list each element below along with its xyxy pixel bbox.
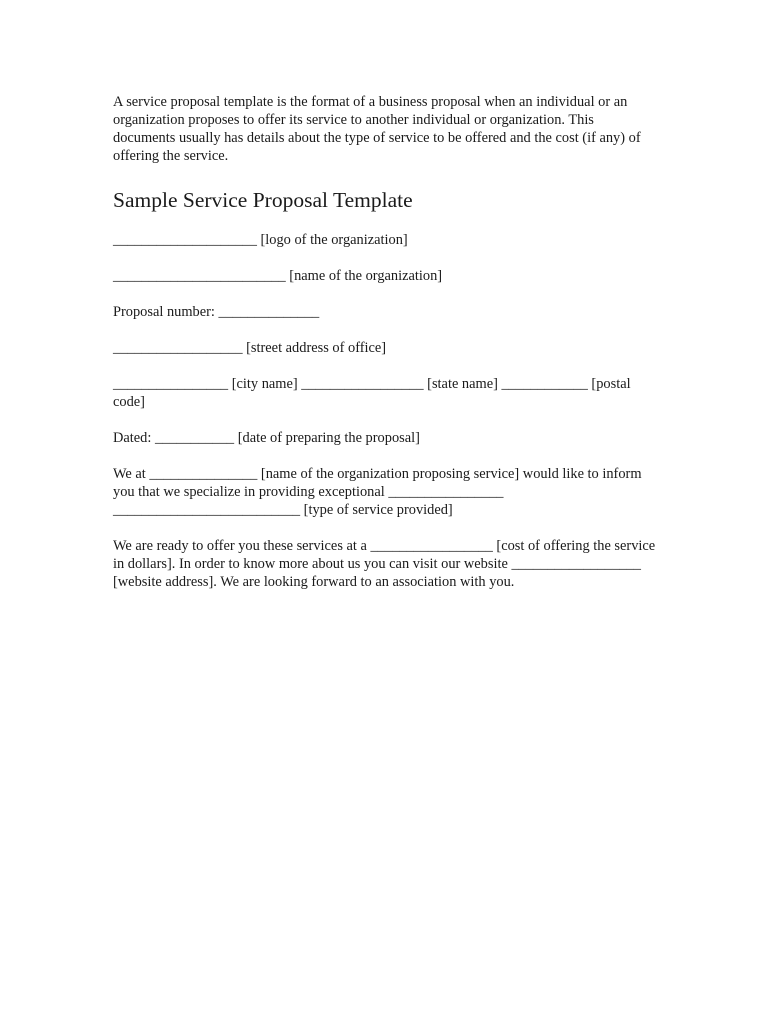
logo-field-line: ____________________ [logo of the organization] xyxy=(113,232,408,248)
document-body xyxy=(113,93,658,591)
document-title: Sample Service Proposal Template xyxy=(113,188,413,212)
service-description-paragraph: We at _______________ [name of the organization proposing service] would like to inform you that we specialize in providing exceptional ________________ __________________________ [type of service provided] xyxy=(113,466,642,518)
street-address-field-line: __________________ [street address of office] xyxy=(113,340,387,356)
organization-name-field-line: ________________________ [name of the organization] xyxy=(113,268,443,284)
city-state-postal-field-line: ________________ [city name] _________________ [state name] ____________ [postal code] xyxy=(113,376,631,410)
intro-paragraph: A service proposal template is the format of a business proposal when an individual or an organization proposes to offer its service to another individual or organization. This documents usually has details about the type of service to be offered and the cost (if any) of offering the service. xyxy=(113,94,641,164)
proposal-number-field-line: Proposal number: ______________ xyxy=(113,304,320,320)
dated-field-line: Dated: ___________ [date of preparing the proposal] xyxy=(113,430,420,446)
service-offer-paragraph: We are ready to offer you these services at a _________________ [cost of offering the service in dollars]. In order to know more about us you can visit our website __________________ [website address]. We are looking forward to an association with you. xyxy=(113,538,656,590)
